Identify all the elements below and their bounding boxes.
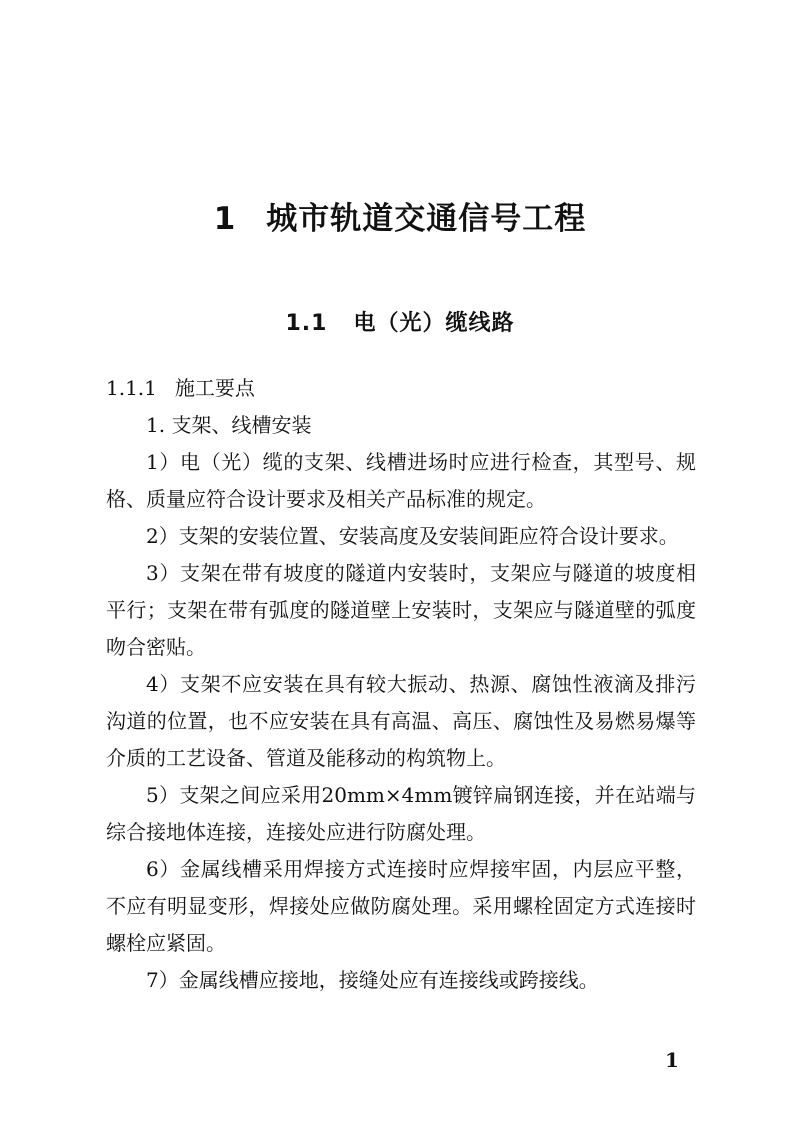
subsection-heading (106, 370, 696, 407)
paragraph-6: 6）金属线槽采用焊接方式连接时应焊接牢固，内层应平整，不应有明显变形，焊接处应做防腐处理。采用螺栓固定方式连接时螺栓应紧固。 (106, 857, 696, 955)
paragraph-5: 5）支架之间应采用20mm×4mm镀锌扁钢连接，并在站端与综合接地体连接，连接处应进行防腐处理。 (106, 783, 696, 844)
chapter-number: 1 (213, 201, 237, 237)
section-title-text: 电（光）缆线路 (353, 311, 515, 336)
paragraph-3: 3）支架在带有坡度的隧道内安装时，支架应与隧道的坡度相平行；支架在带有弧度的隧道壁上安装时，支架应与隧道壁的弧度吻合密贴。 (106, 561, 696, 659)
body-text (106, 370, 696, 999)
paragraph-4: 4）支架不应安装在具有较大振动、热源、腐蚀性液滴及排污沟道的位置，也不应安装在具有高温、高压、腐蚀性及易燃易爆等介质的工艺设备、管道及能移动的构筑物上。 (106, 672, 696, 770)
item-heading: 1. 支架、线槽安装 (146, 413, 312, 437)
paragraph-7: 7）金属线槽应接地，接缝处应有连接线或跨接线。 (146, 968, 599, 992)
subsection-title: 施工要点 (174, 376, 255, 400)
subsection-number: 1.1.1 (106, 376, 157, 400)
paragraph-1: 1）电（光）缆的支架、线槽进场时应进行检查，其型号、规格、质量应符合设计要求及相关产品标准的规定。 (106, 450, 696, 511)
chapter-title (0, 194, 800, 244)
section-title (0, 306, 800, 342)
page-number: 1 (665, 1048, 679, 1072)
paragraph-2: 2）支架的安装位置、安装高度及安装间距应符合设计要求。 (146, 524, 679, 548)
chapter-title-text: 城市轨道交通信号工程 (266, 201, 587, 237)
section-number: 1.1 (285, 311, 328, 336)
